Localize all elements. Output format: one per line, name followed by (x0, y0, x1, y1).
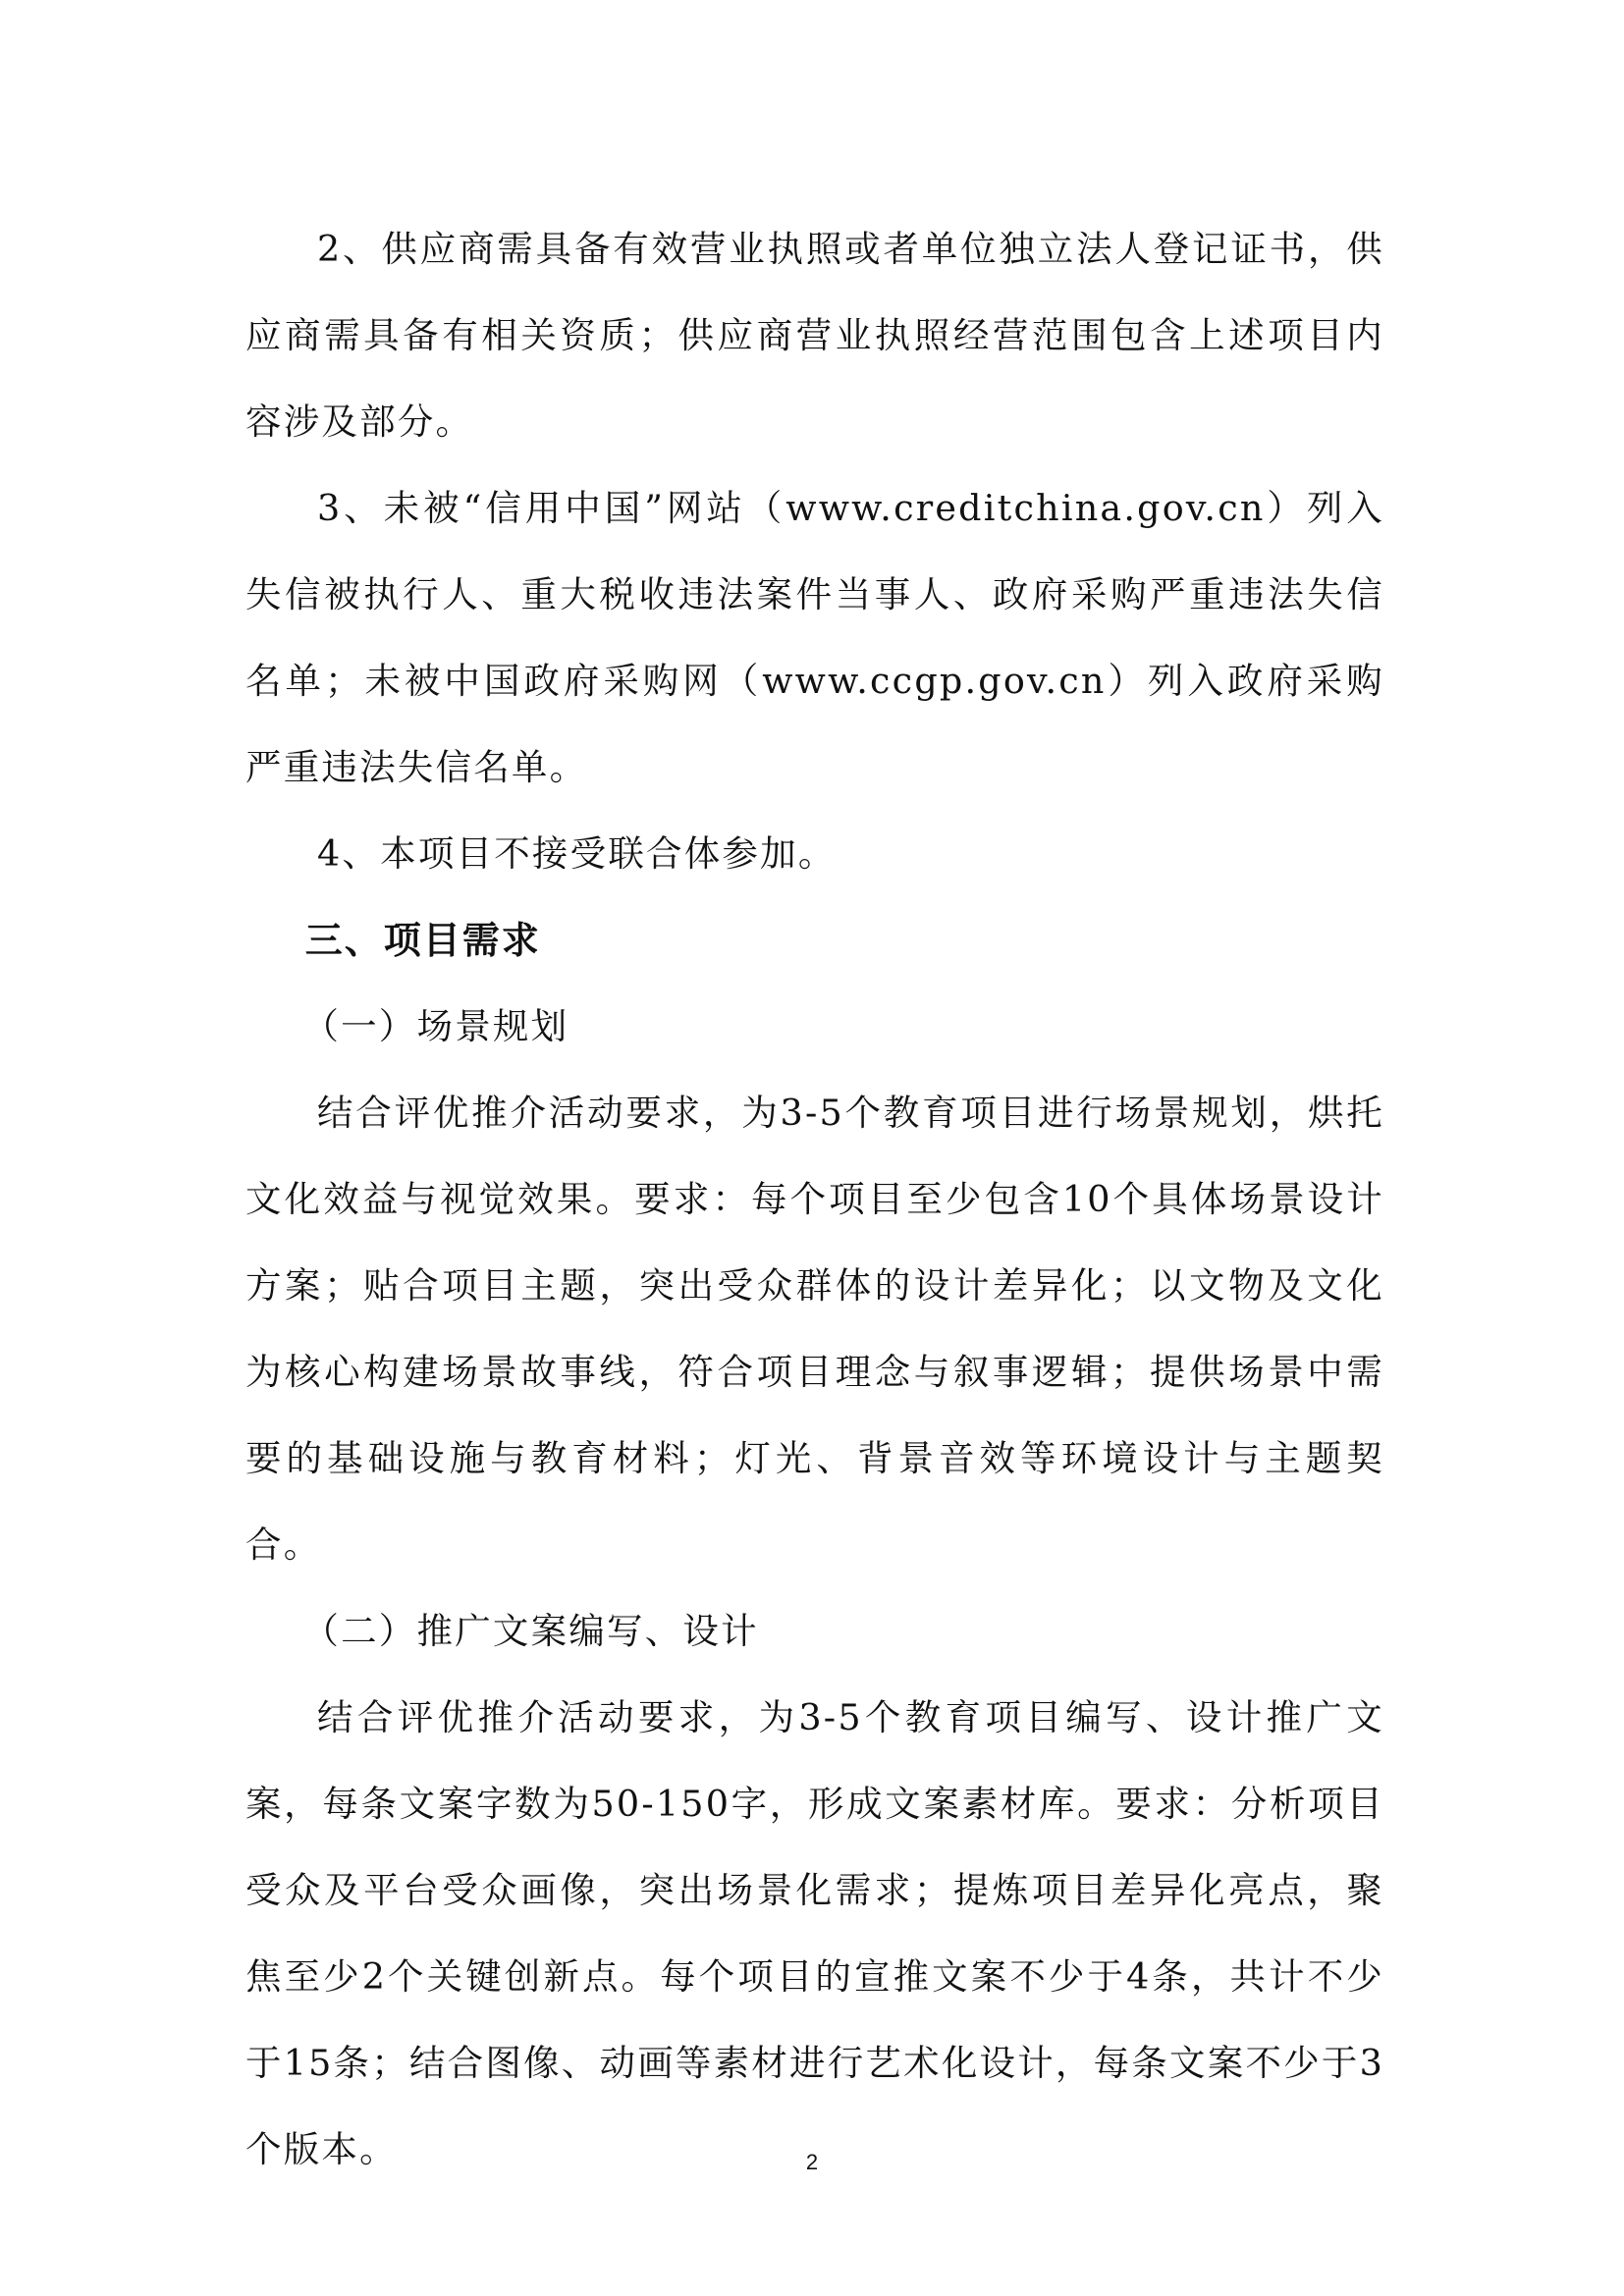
requirement-paragraph-4: 4、本项目不接受联合体参加。 (317, 832, 837, 875)
subsection-heading-scene-planning: （一）场景规划 (302, 1005, 569, 1047)
section-heading-project-requirements: 三、项目需求 (304, 919, 541, 962)
document-body (245, 206, 1384, 2193)
scene-planning-paragraph: 结合评优推介活动要求，为3-5个教育项目进行场景规划，烘托文化效益与视觉效果。要求：每个项目至少包含10个具体场景设计方案；贴合项目主题，突出受众群体的设计差异化；以文物及文化为核心构建场景故事线，符合项目理念与叙事逻辑；提供场景中需要的基础设施与教育材料；灯光、背景音效等环境设计与主题契合。 (245, 1092, 1384, 1566)
requirement-paragraph-2: 2、供应商需具备有效营业执照或者单位独立法人登记证书，供应商需具备有相关资质；供应商营业执照经营范围包含上述项目内容涉及部分。 (245, 228, 1384, 443)
page-number: 2 (805, 2150, 819, 2174)
promotion-copy-paragraph: 结合评优推介活动要求，为3-5个教育项目编写、设计推广文案，每条文案字数为50-150字，形成文案素材库。要求：分析项目受众及平台受众画像，突出场景化需求；提炼项目差异化亮点，聚焦至少2个关键创新点。每个项目的宣推文案不少于4条，共计不少于15条；结合图像、动画等素材进行艺术化设计，每条文案不少于3个版本。 (245, 1696, 1384, 2170)
subsection-heading-promotion-copy: （二）推广文案编写、设计 (302, 1610, 759, 1652)
requirement-paragraph-3: 3、未被“信用中国”网站（www.creditchina.gov.cn）列入失信被执行人、重大税收违法案件当事人、政府采购严重违法失信名单；未被中国政府采购网（www.ccgp.gov.cn）列入政府采购严重违法失信名单。 (245, 487, 1384, 788)
